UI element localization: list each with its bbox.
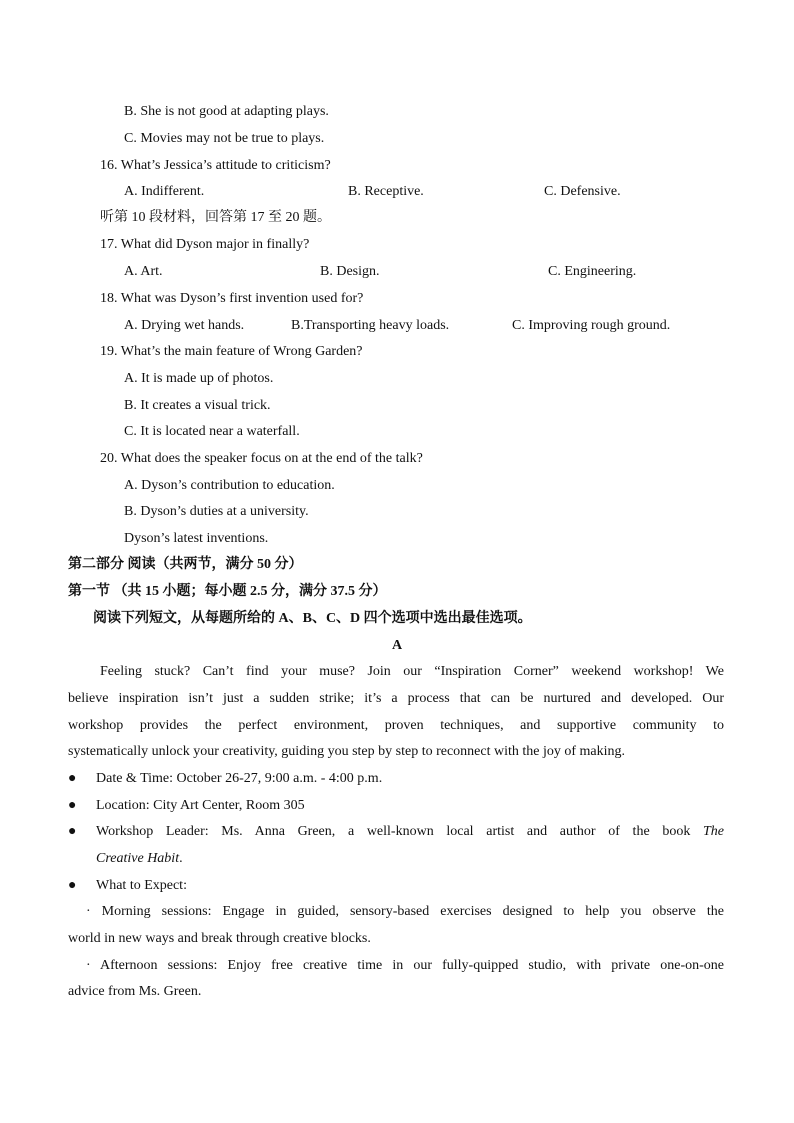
book-title-part2: Creative Habit (96, 851, 180, 866)
q15-option-b: B. She is not good at adapting plays. (124, 104, 329, 119)
section10-instruction: 听第 10 段材料，回答第 17 至 20 题。 (100, 210, 331, 225)
what-to-expect-item: What to Expect: (96, 878, 187, 893)
q18-option-a: A. Drying wet hands. (124, 318, 245, 333)
q17-option-b: B. Design. (320, 264, 380, 279)
q17-option-c: C. Engineering. (548, 264, 637, 279)
date-time-item: Date & Time: October 26-27, 9:00 a.m. - 4:00 p.m. (96, 771, 383, 786)
q16-option-b: B. Receptive. (348, 184, 424, 199)
q18-option-c: C. Improving rough ground. (512, 318, 671, 333)
workshop-leader-item (96, 823, 724, 841)
q16-question: 16. What’s Jessica’s attitude to criticism? (100, 158, 331, 173)
q19-question: 19. What’s the main feature of Wrong Garden? (100, 344, 363, 359)
morning-line-1: · Morning sessions: Engage in guided, sensory-based exercises designed to help you observe the (86, 904, 724, 919)
q15-option-c: C. Movies may not be true to plays. (124, 131, 325, 146)
book-title-period: . (179, 851, 183, 866)
q16-option-c: C. Defensive. (544, 184, 621, 199)
q18-option-b: B.Transporting heavy loads. (291, 318, 450, 333)
bullet-dot: ● (68, 878, 77, 893)
q19-option-a: A. It is made up of photos. (124, 371, 274, 386)
workshop-leader-text: Workshop Leader: Ms. Anna Green, a well-known local artist and author of the book (96, 824, 691, 839)
q18-question: 18. What was Dyson’s first invention used for? (100, 291, 364, 306)
reading-instruction: 阅读下列短文，从每题所给的 A、B、C、D 四个选项中选出最佳选项。 (93, 611, 532, 626)
part-two-title: 第二部分 阅读（共两节，满分 50 分） (68, 557, 303, 572)
q20-question: 20. What does the speaker focus on at the end of the talk? (100, 451, 423, 466)
section-one-title: 第一节 （共 15 小题；每小题 2.5 分，满分 37.5 分） (68, 584, 387, 599)
intro-line-4: systematically unlock your creativity, guiding you step by step to reconnect with the joy of making. (68, 744, 626, 759)
morning-line-2: world in new ways and break through creative blocks. (68, 931, 371, 946)
q16-option-a: A. Indifferent. (124, 184, 205, 199)
afternoon-line-2: advice from Ms. Green. (68, 984, 202, 999)
q20-option-c: Dyson’s latest inventions. (124, 531, 269, 546)
intro-line-3: workshop provides the perfect environment, proven techniques, and supportive community to (68, 718, 724, 733)
location-item: Location: City Art Center, Room 305 (96, 798, 305, 813)
intro-line-1: Feeling stuck? Can’t find your muse? Join our “Inspiration Corner” weekend workshop! We (100, 664, 724, 679)
bullet-dot: ● (68, 798, 77, 813)
q19-option-c: C. It is located near a waterfall. (124, 424, 300, 439)
book-title-part1: The (703, 824, 724, 839)
q19-option-b: B. It creates a visual trick. (124, 398, 271, 413)
q20-option-a: A. Dyson’s contribution to education. (124, 478, 335, 493)
afternoon-line-1: · Afternoon sessions: Enjoy free creative time in our fully-quipped studio, with private one-on-one (86, 958, 724, 973)
passage-label: A (391, 638, 403, 653)
intro-line-2: believe inspiration isn’t just a sudden strike; it’s a process that can be nurtured and developed. Our (68, 691, 724, 706)
q17-question: 17. What did Dyson major in finally? (100, 237, 310, 252)
bullet-dot: ● (68, 824, 77, 839)
q17-option-a: A. Art. (124, 264, 163, 279)
q20-option-b: B. Dyson’s duties at a university. (124, 504, 309, 519)
workshop-leader-continued (96, 850, 183, 868)
bullet-dot: ● (68, 771, 77, 786)
